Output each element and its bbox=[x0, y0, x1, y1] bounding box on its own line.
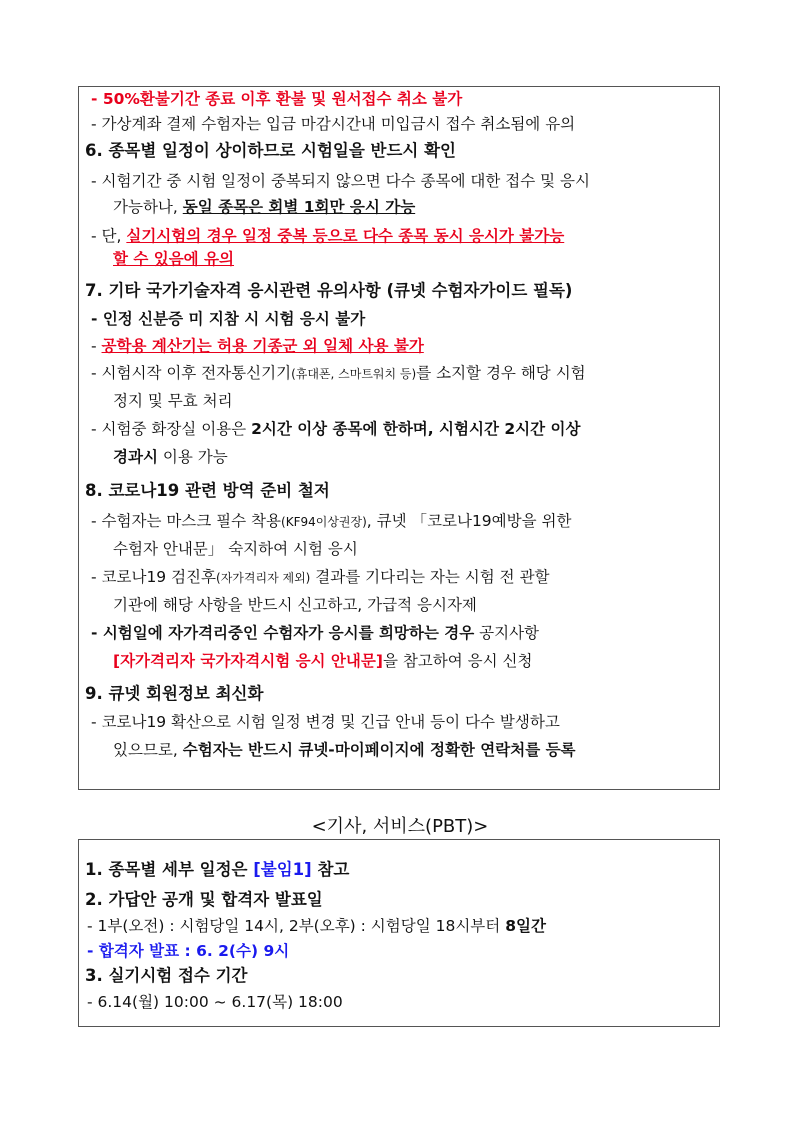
pbt-heading-1-text: 1. 종목별 세부 일정은 bbox=[85, 860, 254, 879]
line-8a-text: - 수험자는 마스크 필수 착용 bbox=[91, 512, 282, 530]
heading-7: 7. 기타 국가기술자격 응시관련 유의사항 (큐넷 수험자가이드 필독) bbox=[85, 281, 573, 300]
line-6c bbox=[91, 226, 564, 246]
line-8e bbox=[91, 623, 539, 643]
line-7e-text: - 시험중 화장실 이용은 bbox=[91, 420, 252, 438]
heading-9: 9. 큐넷 회원정보 최신화 bbox=[85, 684, 264, 703]
line-8a bbox=[91, 511, 571, 532]
line-6b-emphasis: 동일 종목은 회별 1회만 응시 가능 bbox=[182, 198, 416, 216]
line-7c-note: (휴대폰, 스마트워치 등) bbox=[291, 367, 417, 381]
line-8b: 수험자 안내문」 숙지하여 시험 응시 bbox=[113, 540, 358, 558]
line-8d: 기관에 해당 사항을 반드시 신고하고, 가급적 응시자제 bbox=[113, 596, 477, 614]
line-6c-emphasis: 실기시험의 경우 일정 중복 등으로 다수 종목 동시 응시가 불가능 bbox=[126, 227, 565, 245]
line-7a: - 인정 신분증 미 지참 시 시험 응시 불가 bbox=[91, 310, 366, 328]
line-8c-text: - 코로나19 검진후 bbox=[91, 568, 217, 586]
line-7f bbox=[113, 447, 228, 467]
line-6d: 할 수 있음에 유의 bbox=[113, 250, 235, 268]
refund-notice: - 50%환불기간 종료 이후 환불 및 원서접수 취소 불가 bbox=[91, 90, 463, 108]
line-8f bbox=[113, 651, 532, 671]
line-9b-emphasis: 수험자는 반드시 큐넷-마이페이지에 정확한 연락처를 등록 bbox=[182, 741, 576, 759]
attachment-reference: [붙임1] bbox=[253, 860, 312, 879]
line-7e bbox=[91, 419, 580, 439]
pbt-line-2a-emphasis: 8일간 bbox=[505, 917, 546, 935]
line-7b bbox=[91, 336, 424, 356]
line-9b bbox=[113, 740, 576, 760]
heading-8: 8. 코로나19 관련 방역 준비 철저 bbox=[85, 481, 330, 500]
section-title: <기사, 서비스(PBT)> bbox=[311, 816, 489, 837]
line-9a: - 코로나19 확산으로 시험 일정 변경 및 긴급 안내 등이 다수 발생하고 bbox=[91, 713, 560, 731]
pbt-heading-1-text-end: 참고 bbox=[311, 860, 350, 879]
pbt-heading-2: 2. 가답안 공개 및 합격자 발표일 bbox=[85, 890, 323, 909]
line-8a-text-end: , 큐넷 「코로나19예방을 위한 bbox=[366, 512, 572, 530]
line-7f-emphasis: 경과시 bbox=[113, 448, 158, 466]
line-8c-note: (자가격리자 제외) bbox=[216, 571, 311, 585]
line-9b-text: 있으므로, bbox=[113, 741, 183, 759]
practical-exam-period: - 6.14(월) 10:00 ~ 6.17(목) 18:00 bbox=[87, 993, 343, 1011]
line-8c bbox=[91, 567, 550, 588]
line-7b-text: - bbox=[91, 337, 102, 355]
pbt-line-2a-text: - 1부(오전) : 시험당일 14시, 2부(오후) : 시험당일 18시부터 bbox=[87, 917, 506, 935]
virtual-account-notice: - 가상계좌 결제 수험자는 입금 마감시간내 미입금시 접수 취소됨에 유의 bbox=[91, 115, 576, 133]
pbt-line-2a bbox=[87, 916, 546, 936]
line-7c-text: - 시험시작 이후 전자통신기기 bbox=[91, 364, 292, 382]
notice-box-general bbox=[78, 86, 720, 790]
line-7e-emphasis: 2시간 이상 종목에 한하며, 시험시간 2시간 이상 bbox=[251, 420, 581, 438]
line-8c-text-end: 결과를 기다리는 자는 시험 전 관할 bbox=[310, 568, 550, 586]
notice-box-pbt bbox=[78, 839, 720, 1027]
line-8f-emphasis: [자가격리자 국가자격시험 응시 안내문] bbox=[113, 652, 383, 670]
line-8e-text: 공지사항 bbox=[474, 624, 540, 642]
line-7b-emphasis: 공학용 계산기는 허용 기종군 외 일체 사용 불가 bbox=[101, 337, 424, 355]
line-7f-text: 이용 가능 bbox=[157, 448, 228, 466]
line-7c-text-end: 를 소지할 경우 해당 시험 bbox=[416, 364, 586, 382]
line-8f-text: 을 참고하여 응시 신청 bbox=[382, 652, 533, 670]
pbt-heading-3: 3. 실기시험 접수 기간 bbox=[85, 966, 248, 985]
line-6b-text: 가능하나, bbox=[113, 198, 183, 216]
line-7d: 정지 및 무효 처리 bbox=[113, 392, 233, 410]
heading-6: 6. 종목별 일정이 상이하므로 시험일을 반드시 확인 bbox=[85, 141, 456, 160]
line-8a-note: (KF94이상권장) bbox=[281, 515, 367, 529]
line-6b bbox=[113, 197, 415, 217]
line-6a: - 시험기간 중 시험 일정이 중복되지 않으면 다수 종목에 대한 접수 및 응시 bbox=[91, 172, 590, 190]
line-7c bbox=[91, 363, 586, 384]
pass-announcement-date: - 합격자 발표 : 6. 2(수) 9시 bbox=[87, 942, 290, 960]
line-6c-text: - 단, bbox=[91, 227, 127, 245]
line-8e-emphasis: - 시험일에 자가격리중인 수험자가 응시를 희망하는 경우 bbox=[91, 624, 475, 642]
pbt-heading-1 bbox=[85, 860, 349, 880]
